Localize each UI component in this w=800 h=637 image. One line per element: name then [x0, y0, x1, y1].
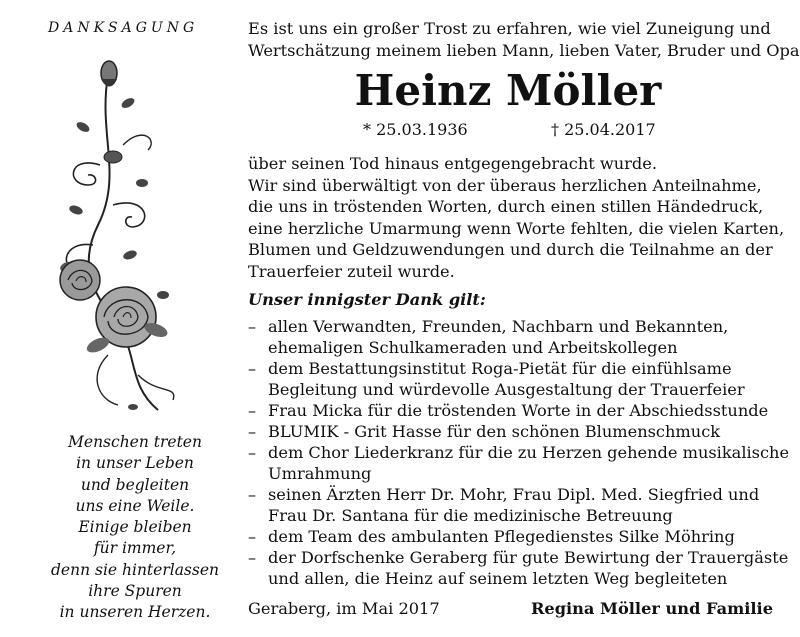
- list-item: Frau Dr. Santana für die medizinische Betreuung: [268, 506, 673, 525]
- poem-line: und begleiten: [80, 475, 190, 494]
- body-line: Wir sind überwältigt von der überaus herzlichen Anteilnahme,: [248, 175, 762, 195]
- list-item: ehemaligen Schulkameraden und Arbeitskollegen: [268, 338, 678, 357]
- danksagung-heading: DANKSAGUNG: [48, 20, 199, 36]
- poem-line: in unser Leben: [76, 454, 194, 473]
- body-text: [248, 153, 784, 282]
- poem-line: denn sie hinterlassen: [51, 560, 219, 579]
- list-item: – seinen Ärzten Herr Dr. Mohr, Frau Dipl. Med. Siegfried und: [248, 485, 760, 504]
- thanks-heading: Unser innigster Dank gilt:: [248, 290, 486, 309]
- poem-line: in unseren Herzen.: [59, 603, 211, 622]
- list-item: – allen Verwandten, Freunden, Nachbarn und Bekannten,: [248, 317, 729, 336]
- body-line: Trauerfeier zuteil wurde.: [248, 261, 455, 281]
- thanks-list: [248, 316, 789, 589]
- list-item: – dem Bestattungsinstitut Roga-Pietät für die einfühlsame: [248, 359, 732, 378]
- poem-line: uns eine Weile.: [75, 496, 195, 515]
- poem-line: ihre Spuren: [88, 582, 182, 601]
- body-line: eine herzliche Umarmung wenn Worte fehlten, die vielen Karten,: [248, 218, 785, 238]
- poem-line: Menschen treten: [68, 433, 202, 451]
- list-item: Begleitung und würdevolle Ausgestaltung der Trauerfeier: [268, 380, 745, 399]
- poem-line: für immer,: [93, 539, 177, 558]
- intro-text: [248, 18, 800, 62]
- signature: Regina Möller und Familie: [530, 599, 773, 618]
- body-line: über seinen Tod hinaus entgegengebracht wurde.: [248, 154, 658, 173]
- poem: [40, 432, 230, 624]
- deceased-name: Heinz Möller: [354, 66, 662, 115]
- list-item: – Frau Micka für die tröstenden Worte in der Abschiedsstunde: [248, 401, 769, 420]
- intro-line: Es ist uns ein großer Trost zu erfahren, wie viel Zuneigung und: [248, 19, 771, 38]
- body-line: die uns in tröstenden Worten, durch einen stillen Händedruck,: [248, 197, 764, 216]
- list-item: – der Dorfschenke Geraberg für gute Bewirtung der Trauergäste: [248, 548, 789, 567]
- list-item: Umrahmung: [268, 464, 372, 483]
- place-date: Geraberg, im Mai 2017: [248, 599, 440, 618]
- right-column: [248, 0, 800, 637]
- intro-line: Wertschätzung meinem lieben Mann, lieben Vater, Bruder und Opa: [248, 41, 800, 60]
- body-line: Blumen und Geldzuwendungen und durch die Teilnahme an der: [248, 240, 773, 259]
- list-item: – dem Team des ambulanten Pflegedienstes Silke Möhring: [248, 527, 735, 546]
- birth-date: * 25.03.1936: [363, 120, 468, 139]
- poem-line: Einige bleiben: [78, 518, 192, 537]
- death-date: † 25.04.2017: [551, 120, 656, 139]
- rose-ornament: [38, 55, 198, 425]
- list-item: und allen, die Heinz auf seinem letzten Weg begleiteten: [268, 569, 728, 588]
- list-item: – dem Chor Liederkranz für die zu Herzen gehende musikalische: [248, 443, 790, 462]
- list-item: – BLUMIK - Grit Hasse für den schönen Blumenschmuck: [248, 422, 721, 441]
- left-column: [0, 0, 240, 637]
